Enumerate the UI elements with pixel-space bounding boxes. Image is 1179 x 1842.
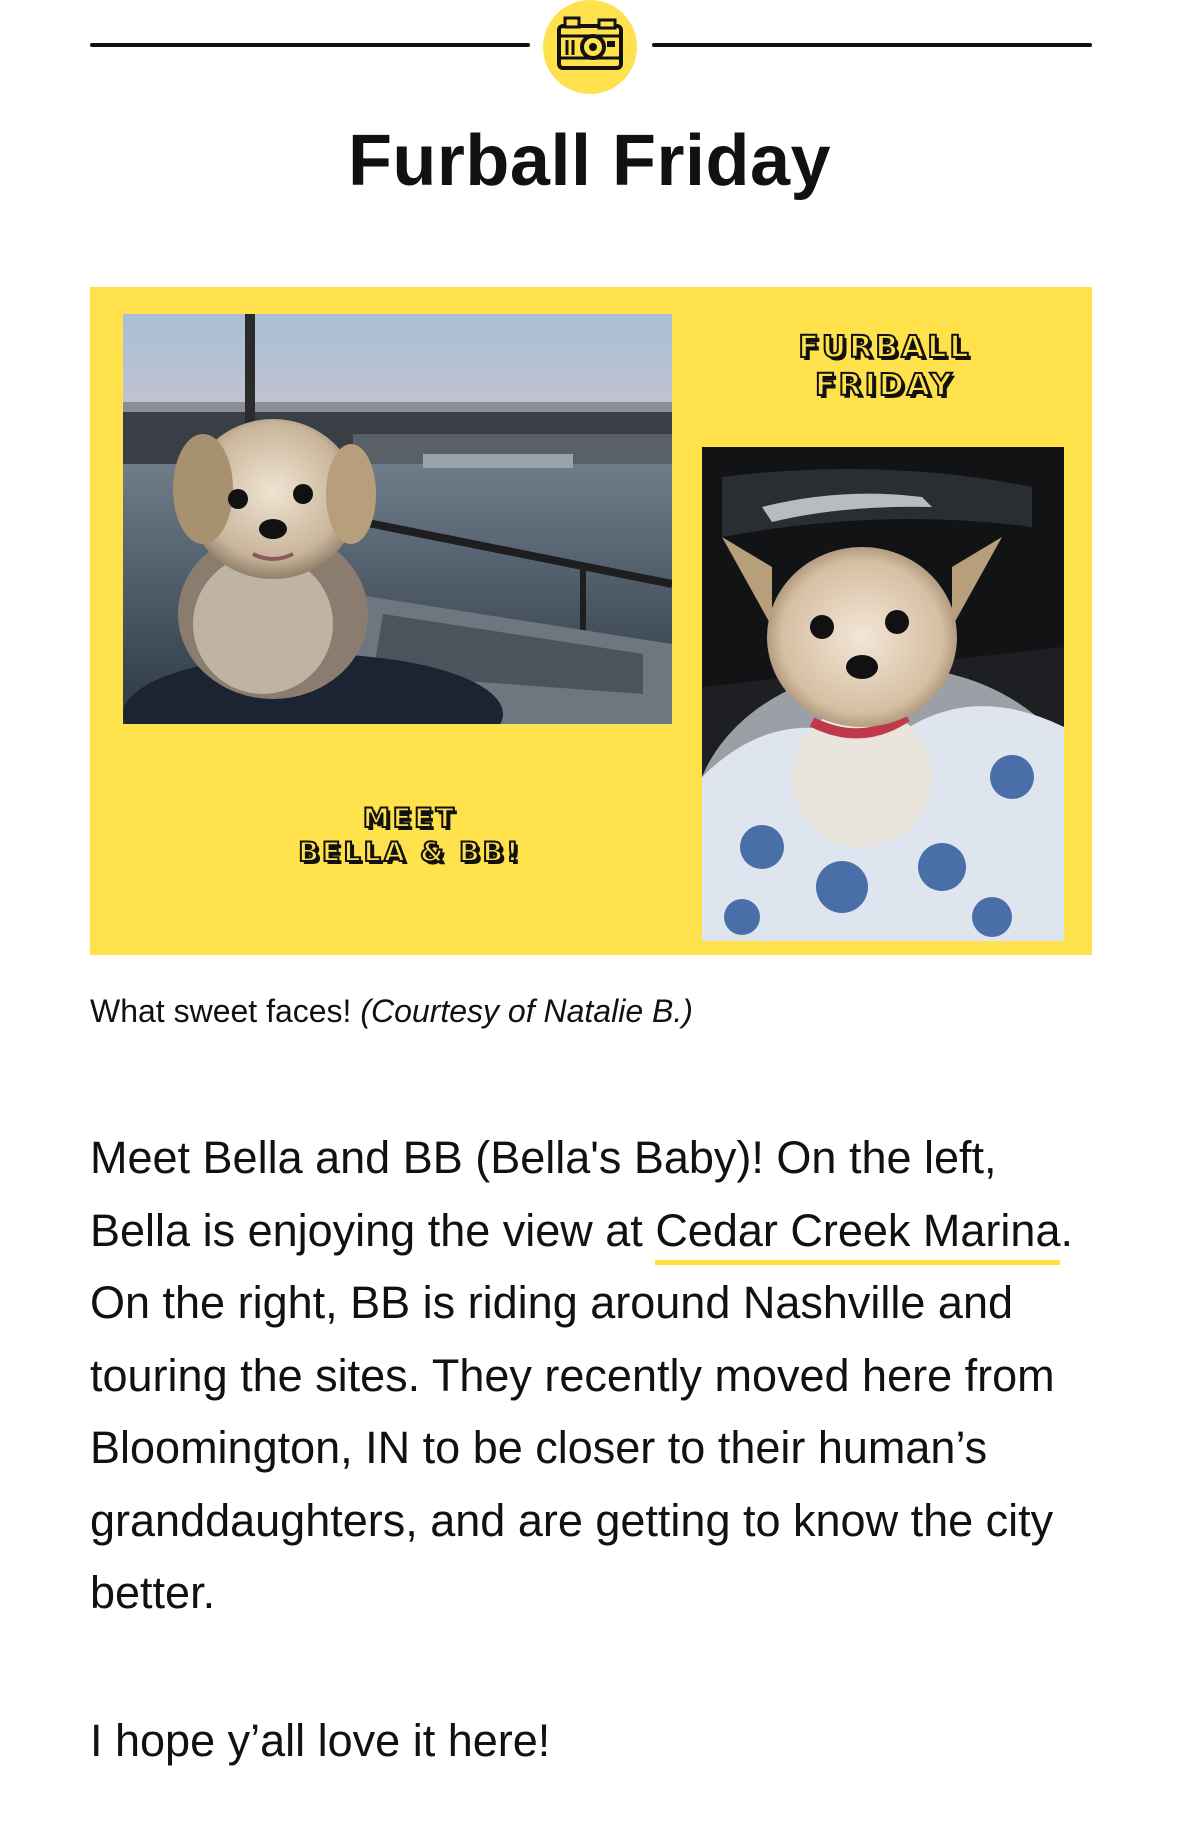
caption-credit: (Courtesy of Natalie B.) — [360, 993, 693, 1029]
camera-icon — [543, 0, 637, 94]
cedar-creek-marina-link[interactable]: Cedar Creek Marina — [655, 1205, 1060, 1265]
page-title: Furball Friday — [347, 121, 832, 201]
card-title-line2: FRIDAY — [815, 367, 955, 403]
header-divider-right — [652, 43, 1092, 47]
photo-bb-car — [702, 447, 1064, 941]
header-divider-left — [90, 43, 530, 47]
caption-text: What sweet faces! — [90, 993, 361, 1029]
card-title-line1: FURBALL — [798, 330, 972, 365]
photo-bella-marina — [123, 314, 672, 724]
card-title — [740, 329, 1030, 404]
card-subtitle-line1: MEET — [362, 803, 458, 834]
closing-line: I hope y’all love it here! — [90, 1715, 551, 1766]
paragraph-text-start: Meet Bella and BB (Bella's Baby)! On the left, Bella is enjoying the view at — [90, 1132, 997, 1256]
paragraph-text-end: . On the right, BB is riding around Nashville and touring the sites. They recently moved here from Bloomington, IN to be closer to their human’s granddaughters, and are getting to know the city better. — [90, 1204, 1073, 1618]
article-paragraph — [90, 1122, 1090, 1630]
card-subtitle — [240, 802, 580, 870]
feature-card — [90, 287, 1092, 955]
image-caption — [90, 993, 693, 1030]
card-subtitle-line2: BELLA & BB! — [298, 836, 522, 868]
